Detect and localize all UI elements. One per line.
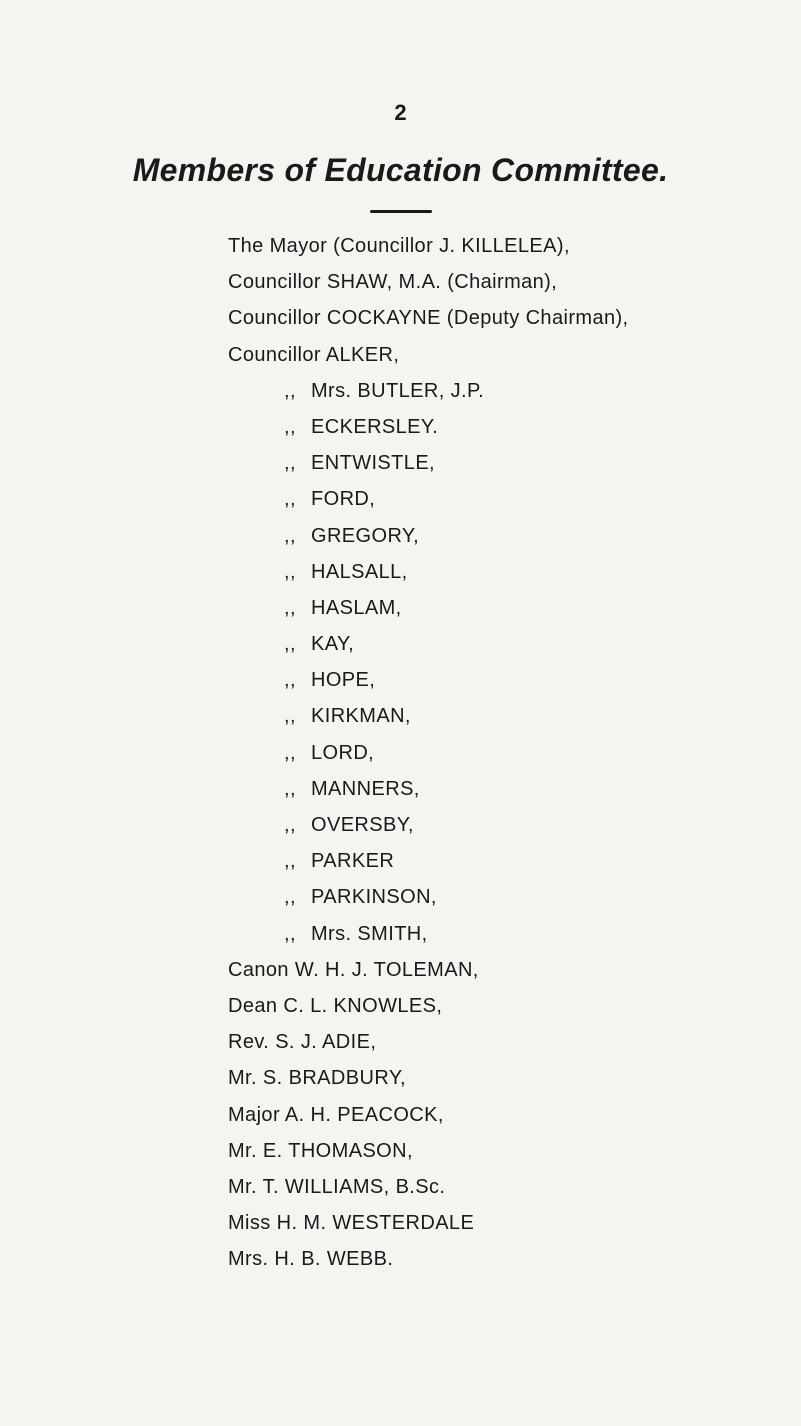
member-row (228, 337, 788, 373)
member-row (228, 1060, 788, 1096)
member-name: LORD, (311, 741, 375, 764)
member-name: Dean C. L. KNOWLES, (228, 994, 443, 1017)
ditto-mark: ,, (284, 669, 296, 692)
member-row (228, 807, 788, 843)
member-row (228, 843, 788, 879)
member-row (228, 1024, 788, 1060)
member-name: GREGORY, (311, 524, 420, 547)
ditto-mark: ,, (284, 452, 296, 475)
ditto-mark: ,, (284, 741, 296, 764)
member-name: ECKERSLEY. (311, 415, 439, 438)
member-row (228, 988, 788, 1024)
member-row (228, 1169, 788, 1205)
ditto-mark: ,, (284, 705, 296, 728)
member-row (228, 698, 788, 734)
ditto-mark: ,, (284, 415, 296, 438)
page-number: 2 (394, 100, 407, 125)
ditto-mark: ,, (284, 850, 296, 873)
ditto-mark: ,, (284, 886, 296, 909)
member-name: PARKINSON, (311, 886, 437, 909)
member-name: FORD, (311, 488, 376, 511)
member-row (228, 626, 788, 662)
member-row (228, 771, 788, 807)
member-name: Mr. E. THOMASON, (228, 1139, 413, 1162)
member-name: PARKER (311, 850, 395, 873)
ditto-mark: ,, (284, 560, 296, 583)
member-name: Mrs. BUTLER, J.P. (311, 379, 485, 402)
member-row (228, 735, 788, 771)
ditto-mark: ,, (284, 488, 296, 511)
member-name: HASLAM, (311, 596, 402, 619)
member-name: Councillor SHAW, M.A. (Chairman), (228, 271, 558, 294)
ditto-mark: ,, (284, 922, 296, 945)
member-row (228, 952, 788, 988)
member-name: Major A. H. PEACOCK, (228, 1103, 444, 1126)
member-name: KIRKMAN, (311, 705, 411, 728)
member-row (228, 1241, 788, 1277)
title-underline-rule (370, 210, 432, 213)
ditto-mark: ,, (284, 596, 296, 619)
member-list (228, 228, 788, 1277)
member-name: KAY, (311, 633, 355, 656)
member-row (228, 409, 788, 445)
member-row (228, 1205, 788, 1241)
member-name: Mr. T. WILLIAMS, B.Sc. (228, 1175, 446, 1198)
member-row (228, 228, 788, 264)
member-name: Mrs. SMITH, (311, 922, 428, 945)
member-row (228, 1097, 788, 1133)
member-name: Councillor ALKER, (228, 343, 400, 366)
member-row (228, 554, 788, 590)
member-name: Mrs. H. B. WEBB. (228, 1248, 394, 1271)
member-row (228, 300, 788, 336)
member-row (228, 373, 788, 409)
member-name: ENTWISTLE, (311, 452, 436, 475)
member-row (228, 879, 788, 915)
member-row (228, 916, 788, 952)
member-row (228, 518, 788, 554)
member-row (228, 590, 788, 626)
member-name: HALSALL, (311, 560, 408, 583)
member-name: MANNERS, (311, 777, 420, 800)
member-row (228, 264, 788, 300)
member-name: Canon W. H. J. TOLEMAN, (228, 958, 479, 981)
member-row (228, 445, 788, 481)
member-name: The Mayor (Councillor J. KILLELEA), (228, 235, 570, 257)
ditto-mark: ,, (284, 777, 296, 800)
member-name: HOPE, (311, 669, 376, 692)
member-name: Rev. S. J. ADIE, (228, 1031, 377, 1054)
ditto-mark: ,, (284, 633, 296, 656)
member-row (228, 1133, 788, 1169)
ditto-mark: ,, (284, 814, 296, 836)
member-name: Miss H. M. WESTERDALE (228, 1212, 475, 1235)
page-title: Members of Education Committee. (132, 152, 669, 188)
ditto-mark: ,, (284, 524, 296, 547)
member-name: Councillor COCKAYNE (Deputy Chairman), (228, 307, 629, 330)
member-row (228, 481, 788, 517)
member-row (228, 662, 788, 698)
ditto-mark: ,, (284, 379, 296, 402)
member-name: Mr. S. BRADBURY, (228, 1067, 406, 1090)
member-name: OVERSBY, (311, 814, 414, 836)
